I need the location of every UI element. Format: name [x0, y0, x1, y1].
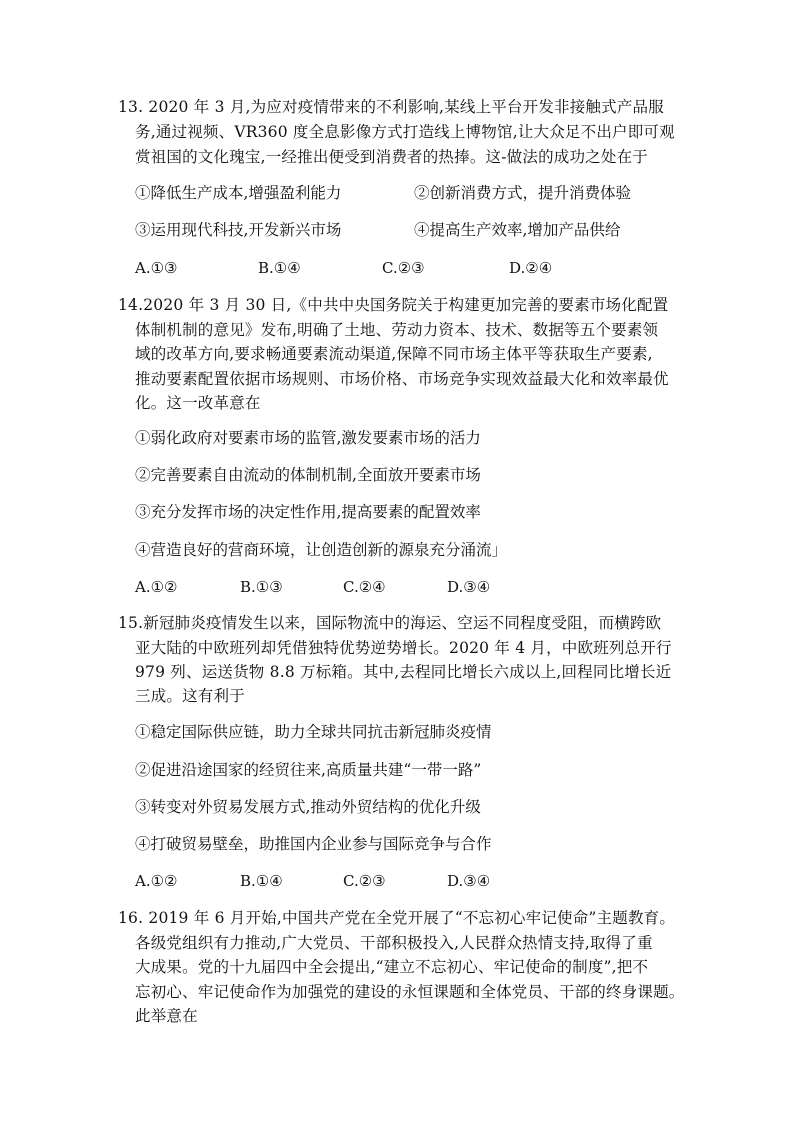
- question-15-option-4: ④打破贸易壁垒，助推国内企业参与国际竞争与合作: [135, 835, 492, 853]
- question-15-choice-a: A.①②: [135, 872, 178, 890]
- question-13-stem-line-1: 13. 2020 年 3 月,为应对疫情带来的不利影响,某线上平台开发非接触式产品服: [118, 98, 664, 116]
- question-15-option-1: ①稳定国际供应链，助力全球共同抗击新冠肺炎疫情: [135, 723, 492, 741]
- question-16-stem-line-4: 忘初心、牢记使命作为加强党的建设的永恒课题和全体党员、干部的终身课题。: [135, 983, 685, 1001]
- question-15-option-3: ③转变对外贸易发展方式,推动外贸结构的优化升级: [135, 798, 481, 816]
- question-15-stem-line-1: 15.新冠肺炎疫情发生以来，国际物流中的海运、空运不同程度受阻，而横跨欧: [118, 614, 662, 632]
- question-14-stem-line-1: 14.2020 年 3 月 30 日,《中共中央国务院关于构建更加完善的要素市场化配置: [118, 296, 669, 314]
- question-14-choice-c: C.②④: [343, 578, 386, 596]
- question-15-choice-c: C.②③: [343, 872, 386, 890]
- question-14-stem-line-2: 体制机制的意见》发布,明确了土地、劳动力资本、技术、数据等五个要素领: [135, 321, 659, 339]
- question-14-stem-line-3: 域的改革方向,要求畅通要素流动渠道,保障不同市场主体平等获取生产要素,: [135, 345, 653, 363]
- question-13-option-2: ②创新消费方式，提升消费体验: [414, 184, 632, 202]
- question-13-stem-line-3: 赏祖国的文化瑰宝,一经推出便受到消费者的热捧。这-做法的成功之处在于: [135, 148, 648, 166]
- question-14-stem-line-5: 化。这一改革意在: [135, 394, 261, 412]
- question-15-option-2: ②促进沿途国家的经贸往来,高质量共建“一带一路”: [135, 761, 482, 779]
- question-13-option-1: ①降低生产成本,增强盈利能力: [135, 184, 342, 202]
- question-14-choice-d: D.③④: [447, 578, 491, 596]
- question-15-stem-line-2: 亚大陆的中欧班列却凭借独特优势逆势增长。2020 年 4 月，中欧班列总开行: [135, 639, 672, 657]
- question-14-option-4: ④营造良好的营商环境，让创造创新的源泉充分涌流」: [135, 541, 508, 559]
- question-16-stem-line-3: 大成果。党的十九届四中全会提出,“建立不忘初心、牢记使命的制度”,把不: [135, 958, 649, 976]
- question-13-option-4: ④提高生产效率,增加产品供给: [414, 221, 621, 239]
- question-13-choice-a: A.①③: [135, 259, 178, 277]
- question-14-choice-b: B.①③: [240, 578, 283, 596]
- question-14-option-1: ①弱化政府对要素市场的监管,激发要素市场的活力: [135, 429, 481, 447]
- question-14-choice-a: A.①②: [135, 578, 178, 596]
- question-13-stem-line-2: 务,通过视频、VR360 度全息影像方式打造线上博物馆,让大众足不出户即可观: [135, 123, 675, 141]
- question-14-stem-line-4: 推动要素配置依据市场规则、市场价格、市场竞争实现效益最大化和效率最优: [135, 370, 669, 388]
- question-15-choice-b: B.①④: [240, 872, 283, 890]
- question-16-stem-line-1: 16. 2019 年 6 月开始,中国共产党在全党开展了“不忘初心牢记使命”主题教育。: [118, 909, 676, 927]
- question-14-option-3: ③充分发挥市场的决定性作用,提高要素的配置效率: [135, 503, 481, 521]
- question-16-stem-line-5: 此举意在: [135, 1007, 198, 1025]
- question-14-option-2: ②完善要素自由流动的体制机制,全面放开要素市场: [135, 466, 481, 484]
- question-13-option-3: ③运用现代科技,开发新兴市场: [135, 221, 342, 239]
- question-15-choice-d: D.③④: [447, 872, 491, 890]
- question-13-choice-d: D.②④: [509, 259, 553, 277]
- question-16-stem-line-2: 各级党组织有力推动,广大党员、干部积极投入,人民群众热情支持,取得了重: [135, 934, 653, 952]
- question-13-choice-b: B.①④: [258, 259, 301, 277]
- question-15-stem-line-4: 三成。这有利于: [135, 687, 245, 705]
- question-15-stem-line-3: 979 列、运送货物 8.8 万标箱。其中,去程同比增长六成以上,回程同比增长近: [135, 663, 672, 681]
- question-13-choice-c: C.②③: [382, 259, 425, 277]
